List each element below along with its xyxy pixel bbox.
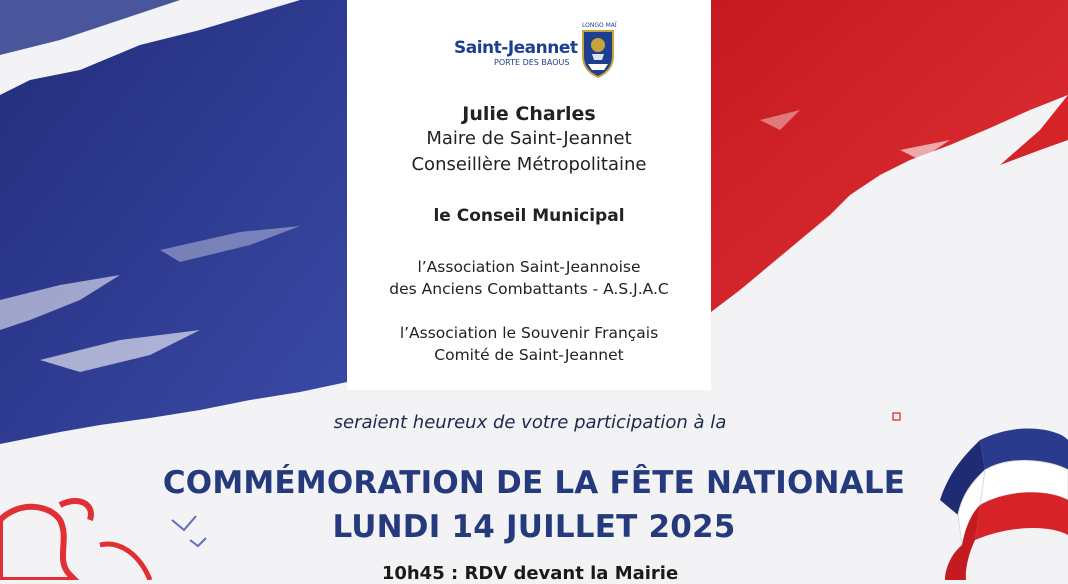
invitation-text: seraient heureux de votre participation à la (333, 412, 727, 433)
event-date: LUNDI 14 JUILLET 2025 (332, 509, 736, 545)
town-logo (452, 18, 622, 80)
logo-subtitle: PORTE DES BAOUS (494, 58, 570, 67)
logo-town-name: Saint-Jeannet (454, 38, 578, 58)
association-2-line-2: Comité de Saint-Jeannet (434, 346, 624, 364)
association-1-line-2: des Anciens Combattants - A.S.J.A.C (389, 280, 669, 298)
event-rdv: 10h45 : RDV devant la Mairie (381, 563, 679, 584)
mayor-role-2: Conseillère Métropolitaine (411, 154, 647, 175)
association-1-line-1: l’Association Saint-Jeannoise (417, 258, 641, 276)
tricolor-ribbon-icon (940, 428, 1068, 580)
association-2-line-1: l’Association le Souvenir Français (399, 324, 659, 342)
rooster-outline (0, 507, 75, 580)
event-title: COMMÉMORATION DE LA FÊTE NATIONALE (162, 465, 906, 501)
coat-of-arms-icon (580, 28, 616, 78)
mayor-name: Julie Charles (462, 103, 596, 125)
council-label: le Conseil Municipal (433, 206, 625, 226)
small-marker (893, 413, 900, 420)
blue-brush-stroke (0, 0, 347, 444)
logo-motto: LONGO MAÏ (582, 22, 617, 29)
mayor-role-1: Maire de Saint-Jeannet (426, 128, 632, 149)
